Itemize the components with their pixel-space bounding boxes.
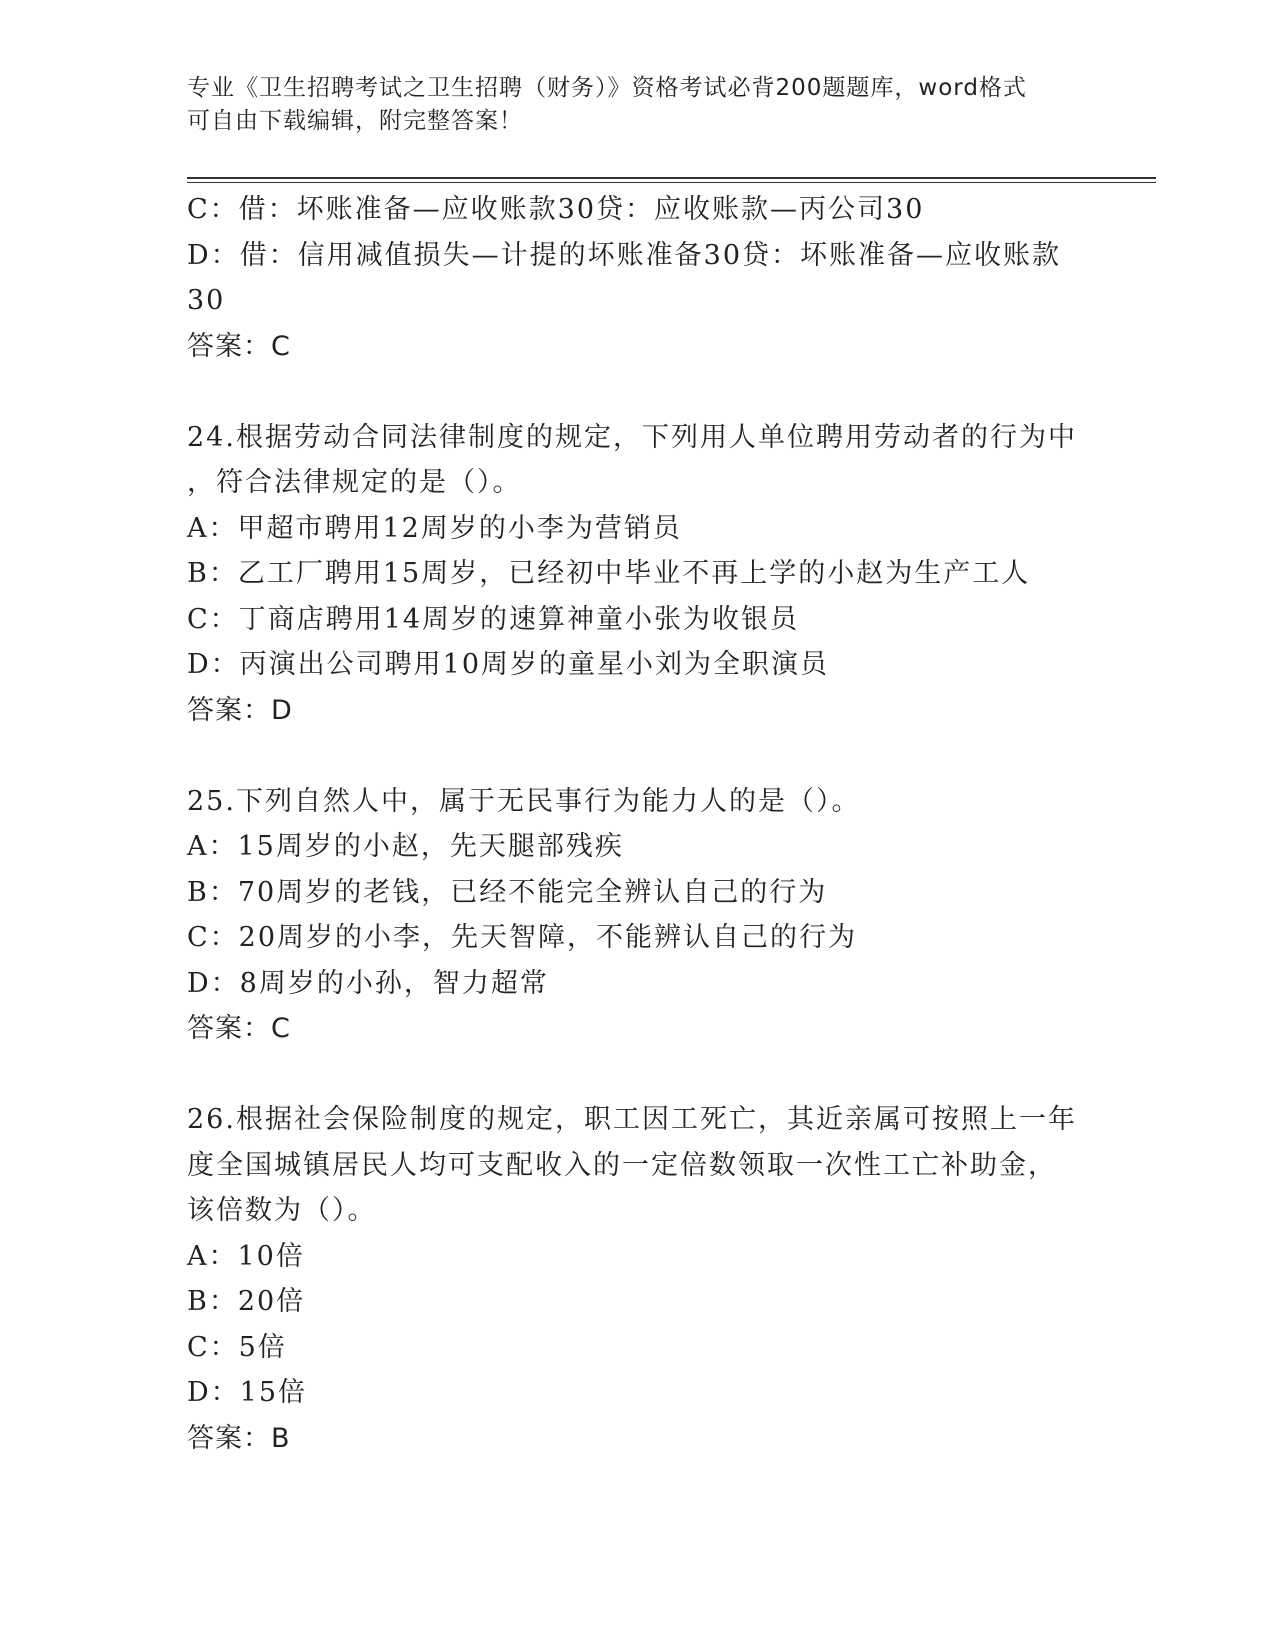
q24-option-a: A：甲超市聘用12周岁的小李为营销员 bbox=[187, 512, 682, 544]
q23-answer: 答案：C bbox=[187, 330, 291, 362]
q26-stem: 26.根据社会保险制度的规定，职工因工死亡，其近亲属可按照上一年 bbox=[187, 1104, 1077, 1135]
header-line-2: 可自由下载编辑，附完整答案！ bbox=[187, 108, 523, 134]
header-divider bbox=[187, 177, 1156, 183]
q26-stem-cont-1: 度全国城镇居民人均可支配收入的一定倍数领取一次性工亡补助金， bbox=[187, 1149, 1057, 1181]
q24-option-b: B：乙工厂聘用15周岁，已经初中毕业不再上学的小赵为生产工人 bbox=[187, 558, 1031, 589]
q23-option-d: D：借：信用减值损失—计提的坏账准备30贷：坏账准备—应收账款 bbox=[187, 239, 1062, 271]
q24-stem-cont: ，符合法律规定的是（）。 bbox=[187, 467, 522, 498]
q23-option-d-cont: 30 bbox=[187, 285, 226, 316]
q24-option-d: D：丙演出公司聘用10周岁的童星小刘为全职演员 bbox=[187, 649, 830, 680]
q25-option-a: A：15周岁的小赵，先天腿部残疾 bbox=[187, 831, 624, 862]
document-header bbox=[187, 72, 1087, 138]
q26-option-a: A：10倍 bbox=[187, 1240, 305, 1272]
q26-answer: 答案：B bbox=[187, 1422, 291, 1454]
spacer bbox=[187, 733, 1087, 779]
q24-answer: 答案：D bbox=[187, 694, 293, 726]
spacer bbox=[187, 369, 1087, 415]
q25-option-b: B：70周岁的老钱，已经不能完全辨认自己的行为 bbox=[187, 876, 828, 908]
q23-option-c: C：借：坏账准备—应收账款30贷：应收账款—丙公司30 bbox=[187, 194, 925, 225]
q26-option-c: C：5倍 bbox=[187, 1331, 287, 1363]
header-line-1: 专业《卫生招聘考试之卫生招聘（财务）》资格考试必背200题题库，word格式 bbox=[187, 75, 1027, 101]
q26-option-b: B：20倍 bbox=[187, 1286, 306, 1317]
q26-stem-cont-2: 该倍数为（）。 bbox=[187, 1195, 377, 1226]
document-body bbox=[187, 187, 1087, 1461]
q25-answer: 答案：C bbox=[187, 1013, 291, 1044]
spacer bbox=[187, 1052, 1087, 1098]
q24-option-c: C：丁商店聘用14周岁的速算神童小张为收银员 bbox=[187, 603, 800, 635]
q26-option-d: D：15倍 bbox=[187, 1377, 308, 1408]
q25-option-d: D：8周岁的小孙，智力超常 bbox=[187, 967, 549, 999]
q24-stem: 24.根据劳动合同法律制度的规定，下列用人单位聘用劳动者的行为中 bbox=[187, 421, 1077, 453]
q25-stem: 25.下列自然人中，属于无民事行为能力人的是（）。 bbox=[187, 785, 861, 817]
q25-option-c: C：20周岁的小李，先天智障，不能辨认自己的行为 bbox=[187, 922, 858, 953]
